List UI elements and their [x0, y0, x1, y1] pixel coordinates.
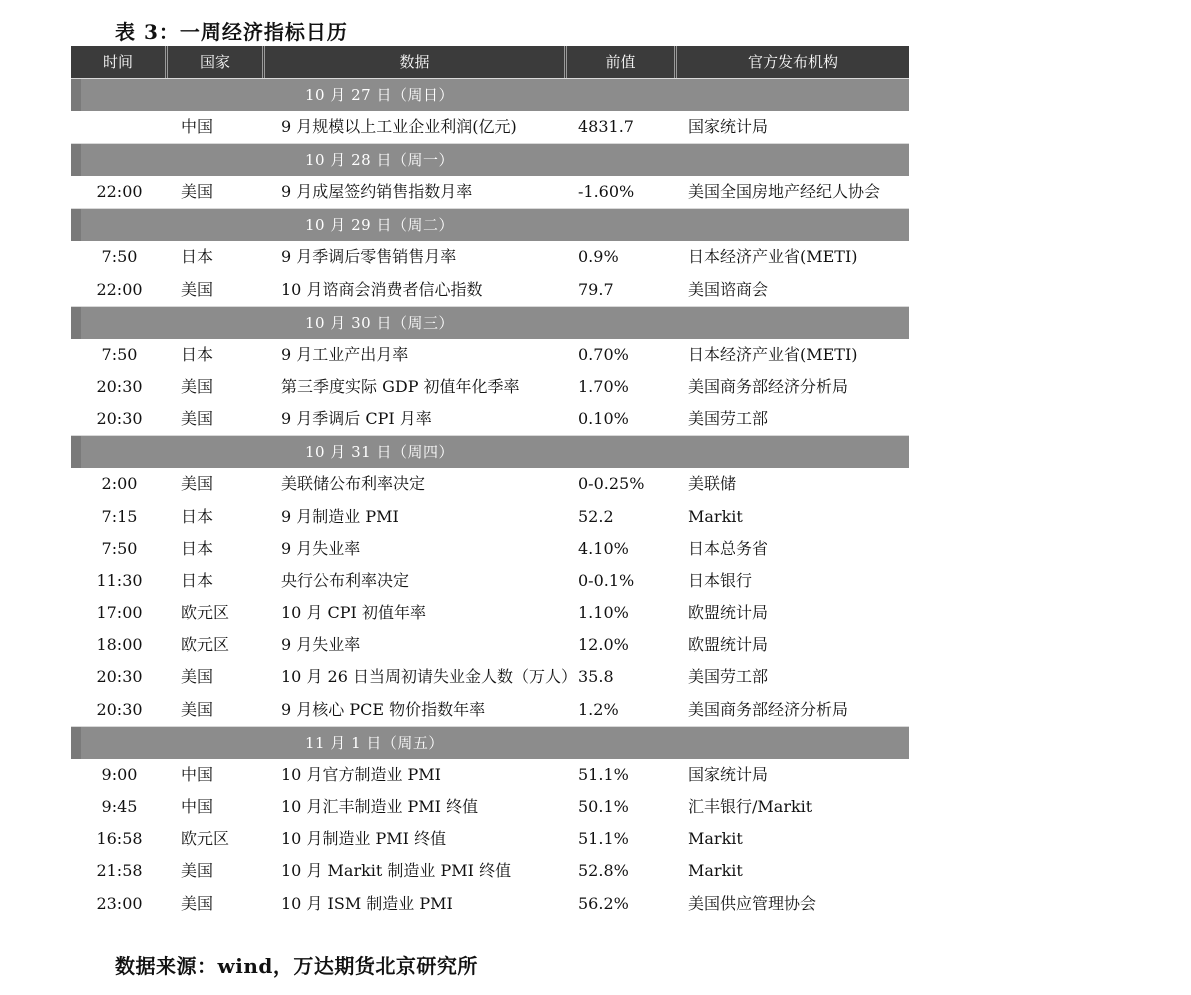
- cell-previous-value: 0-0.25%: [578, 474, 645, 494]
- cell-indicator: 9 月失业率: [281, 635, 361, 655]
- cell-time: 7:50: [101, 538, 138, 558]
- table-row: [71, 597, 909, 629]
- cell-agency: 美国全国房地产经纪人协会: [688, 182, 881, 202]
- cell-agency: 日本经济产业省(METI): [688, 344, 858, 364]
- table-row: [71, 759, 909, 791]
- table-row: [71, 565, 909, 597]
- table-row: [71, 241, 909, 273]
- cell-agency: Markit: [688, 829, 743, 849]
- cell-time: 20:30: [96, 699, 143, 719]
- table-row: [71, 339, 909, 371]
- table-row: [71, 694, 909, 726]
- cell-country: 美国: [181, 409, 214, 429]
- cell-previous-value: 79.7: [578, 279, 614, 299]
- cell-indicator: 10 月谘商会消费者信心指数: [281, 279, 483, 299]
- date-label: 10 月 28 日（周一）: [305, 151, 454, 170]
- cell-indicator: 美联储公布利率决定: [281, 474, 426, 494]
- column-header-agency: 官方发布机构: [747, 53, 838, 71]
- cell-time: 20:30: [96, 667, 143, 687]
- cell-agency: 美国谘商会: [688, 279, 769, 299]
- cell-previous-value: 52.2: [578, 506, 614, 526]
- date-label: 10 月 29 日（周二）: [305, 216, 454, 235]
- date-row-shade: [71, 144, 81, 176]
- date-row-shade: [71, 307, 81, 339]
- cell-time: 20:30: [96, 376, 143, 396]
- cell-previous-value: 1.2%: [578, 699, 619, 719]
- cell-indicator: 9 月成屋签约销售指数月率: [281, 182, 473, 202]
- cell-country: 美国: [181, 474, 214, 494]
- cell-country: 欧元区: [181, 603, 230, 623]
- cell-time: 22:00: [96, 279, 143, 299]
- cell-country: 日本: [181, 247, 214, 267]
- cell-agency: 国家统计局: [688, 764, 769, 784]
- cell-agency: 美国劳工部: [688, 667, 769, 687]
- cell-time: 7:50: [101, 344, 138, 364]
- table-row: [71, 791, 909, 823]
- cell-country: 日本: [181, 570, 214, 590]
- cell-agency: 汇丰银行/Markit: [688, 797, 813, 816]
- cell-previous-value: 0.70%: [578, 344, 629, 364]
- cell-agency: 美国商务部经济分析局: [688, 376, 849, 396]
- cell-country: 中国: [181, 117, 214, 136]
- cell-indicator: 10 月 ISM 制造业 PMI: [281, 893, 453, 913]
- cell-agency: 美国供应管理协会: [688, 893, 817, 913]
- cell-time: [71, 111, 168, 143]
- cell-previous-value: 4831.7: [578, 117, 634, 136]
- cell-time: 23:00: [96, 893, 143, 913]
- cell-indicator: 10 月制造业 PMI 终值: [281, 829, 447, 849]
- table-row: [71, 533, 909, 565]
- cell-country: 日本: [181, 538, 214, 558]
- cell-country: 美国: [181, 667, 214, 687]
- cell-time: 11:30: [96, 570, 143, 590]
- cell-previous-value: 0-0.1%: [578, 570, 635, 590]
- cell-indicator: 第三季度实际 GDP 初值年化季率: [281, 376, 520, 396]
- table-row: [71, 468, 909, 500]
- cell-indicator: 9 月工业产出月率: [281, 344, 409, 364]
- cell-time: 9:00: [101, 764, 138, 784]
- date-row-shade: [71, 436, 81, 468]
- cell-country: 日本: [181, 506, 214, 526]
- cell-country: 美国: [181, 182, 214, 202]
- cell-agency: Markit: [688, 861, 743, 881]
- cell-country: 美国: [181, 699, 214, 719]
- cell-indicator: 9 月规模以上工业企业利润(亿元): [281, 117, 517, 136]
- cell-previous-value: 12.0%: [578, 635, 629, 655]
- cell-agency: 日本总务省: [688, 538, 769, 558]
- table-row: [71, 888, 909, 920]
- cell-indicator: 10 月 Markit 制造业 PMI 终值: [281, 861, 512, 881]
- cell-previous-value: 0.9%: [578, 247, 619, 267]
- table-body: [71, 78, 909, 920]
- cell-agency: 美联储: [688, 474, 737, 494]
- column-header-country: 国家: [168, 46, 265, 78]
- cell-country: 中国: [181, 764, 214, 784]
- cell-indicator: 9 月制造业 PMI: [281, 506, 399, 526]
- cell-previous-value: 51.1%: [578, 829, 629, 849]
- cell-previous-value: 35.8: [578, 667, 614, 687]
- table-row: [71, 855, 909, 887]
- cell-country: 美国: [181, 861, 214, 881]
- cell-agency: 国家统计局: [688, 117, 769, 136]
- table-row: [71, 274, 909, 306]
- cell-time: 21:58: [96, 861, 143, 881]
- cell-indicator: 10 月汇丰制造业 PMI 终值: [281, 797, 479, 816]
- date-section-row: [71, 726, 909, 759]
- cell-previous-value: 0.10%: [578, 409, 629, 429]
- cell-country: 中国: [181, 797, 214, 816]
- date-section-row: [71, 208, 909, 241]
- date-row-shade: [71, 727, 81, 759]
- cell-time: 2:00: [101, 474, 138, 494]
- date-section-row: [71, 306, 909, 339]
- cell-country: 日本: [181, 344, 214, 364]
- cell-time: 22:00: [96, 182, 143, 202]
- cell-indicator: 9 月季调后 CPI 月率: [281, 409, 432, 429]
- source-note: 数据来源：wind，万达期货北京研究所: [115, 954, 478, 978]
- table-row: [71, 823, 909, 855]
- table-row: [71, 501, 909, 533]
- cell-previous-value: 1.70%: [578, 376, 629, 396]
- cell-country: 欧元区: [181, 635, 230, 655]
- cell-country: 美国: [181, 279, 214, 299]
- cell-previous-value: 4.10%: [578, 538, 629, 558]
- cell-agency: 欧盟统计局: [688, 603, 769, 623]
- cell-previous-value: 52.8%: [578, 861, 629, 881]
- cell-country: 美国: [181, 376, 214, 396]
- cell-previous-value: 51.1%: [578, 764, 629, 784]
- table-header-row: [71, 46, 909, 78]
- date-section-row: [71, 435, 909, 468]
- column-header-data: 数据: [265, 46, 567, 78]
- cell-indicator: 9 月核心 PCE 物价指数年率: [281, 699, 486, 719]
- cell-time: 17:00: [96, 603, 143, 623]
- cell-time: 7:15: [101, 506, 138, 526]
- cell-indicator: 10 月官方制造业 PMI: [281, 764, 442, 784]
- table-row: [71, 111, 909, 143]
- date-label: 11 月 1 日（周五）: [305, 733, 444, 752]
- cell-time: 7:50: [101, 247, 138, 267]
- date-label: 10 月 30 日（周三）: [305, 313, 454, 332]
- date-section-row: [71, 78, 909, 111]
- cell-agency: 日本银行: [688, 570, 753, 590]
- cell-time: 9:45: [101, 797, 138, 816]
- cell-previous-value: -1.60%: [578, 182, 635, 202]
- table-row: [71, 661, 909, 693]
- cell-previous-value: 1.10%: [578, 603, 629, 623]
- cell-time: 18:00: [96, 635, 143, 655]
- table-row: [71, 629, 909, 661]
- cell-previous-value: 50.1%: [578, 797, 629, 816]
- table-row: [71, 371, 909, 403]
- cell-indicator: 10 月 26 日当周初请失业金人数（万人）: [281, 667, 577, 687]
- date-label: 10 月 31 日（周四）: [305, 443, 454, 462]
- cell-indicator: 9 月季调后零售销售月率: [281, 247, 457, 267]
- cell-agency: 美国劳工部: [688, 409, 769, 429]
- table-row: [71, 176, 909, 208]
- cell-country: 欧元区: [181, 829, 230, 849]
- cell-agency: 欧盟统计局: [688, 635, 769, 655]
- column-header-time: 时间: [71, 46, 168, 78]
- cell-time: 16:58: [96, 829, 143, 849]
- date-row-shade: [71, 209, 81, 241]
- date-label: 10 月 27 日（周日）: [305, 86, 454, 104]
- table-row: [71, 403, 909, 435]
- cell-indicator: 央行公布利率决定: [281, 570, 410, 590]
- cell-agency: 日本经济产业省(METI): [688, 247, 858, 267]
- date-section-row: [71, 143, 909, 176]
- economic-calendar-table: [71, 46, 909, 920]
- cell-country: 美国: [181, 893, 214, 913]
- cell-time: 20:30: [96, 409, 143, 429]
- cell-previous-value: 56.2%: [578, 893, 629, 913]
- cell-indicator: 9 月失业率: [281, 538, 361, 558]
- date-row-shade: [71, 79, 81, 111]
- cell-indicator: 10 月 CPI 初值年率: [281, 603, 426, 623]
- table-title: 表 3：一周经济指标日历: [115, 20, 348, 44]
- cell-agency: 美国商务部经济分析局: [688, 699, 849, 719]
- cell-agency: Markit: [688, 506, 743, 526]
- column-header-previous: 前值: [567, 46, 677, 78]
